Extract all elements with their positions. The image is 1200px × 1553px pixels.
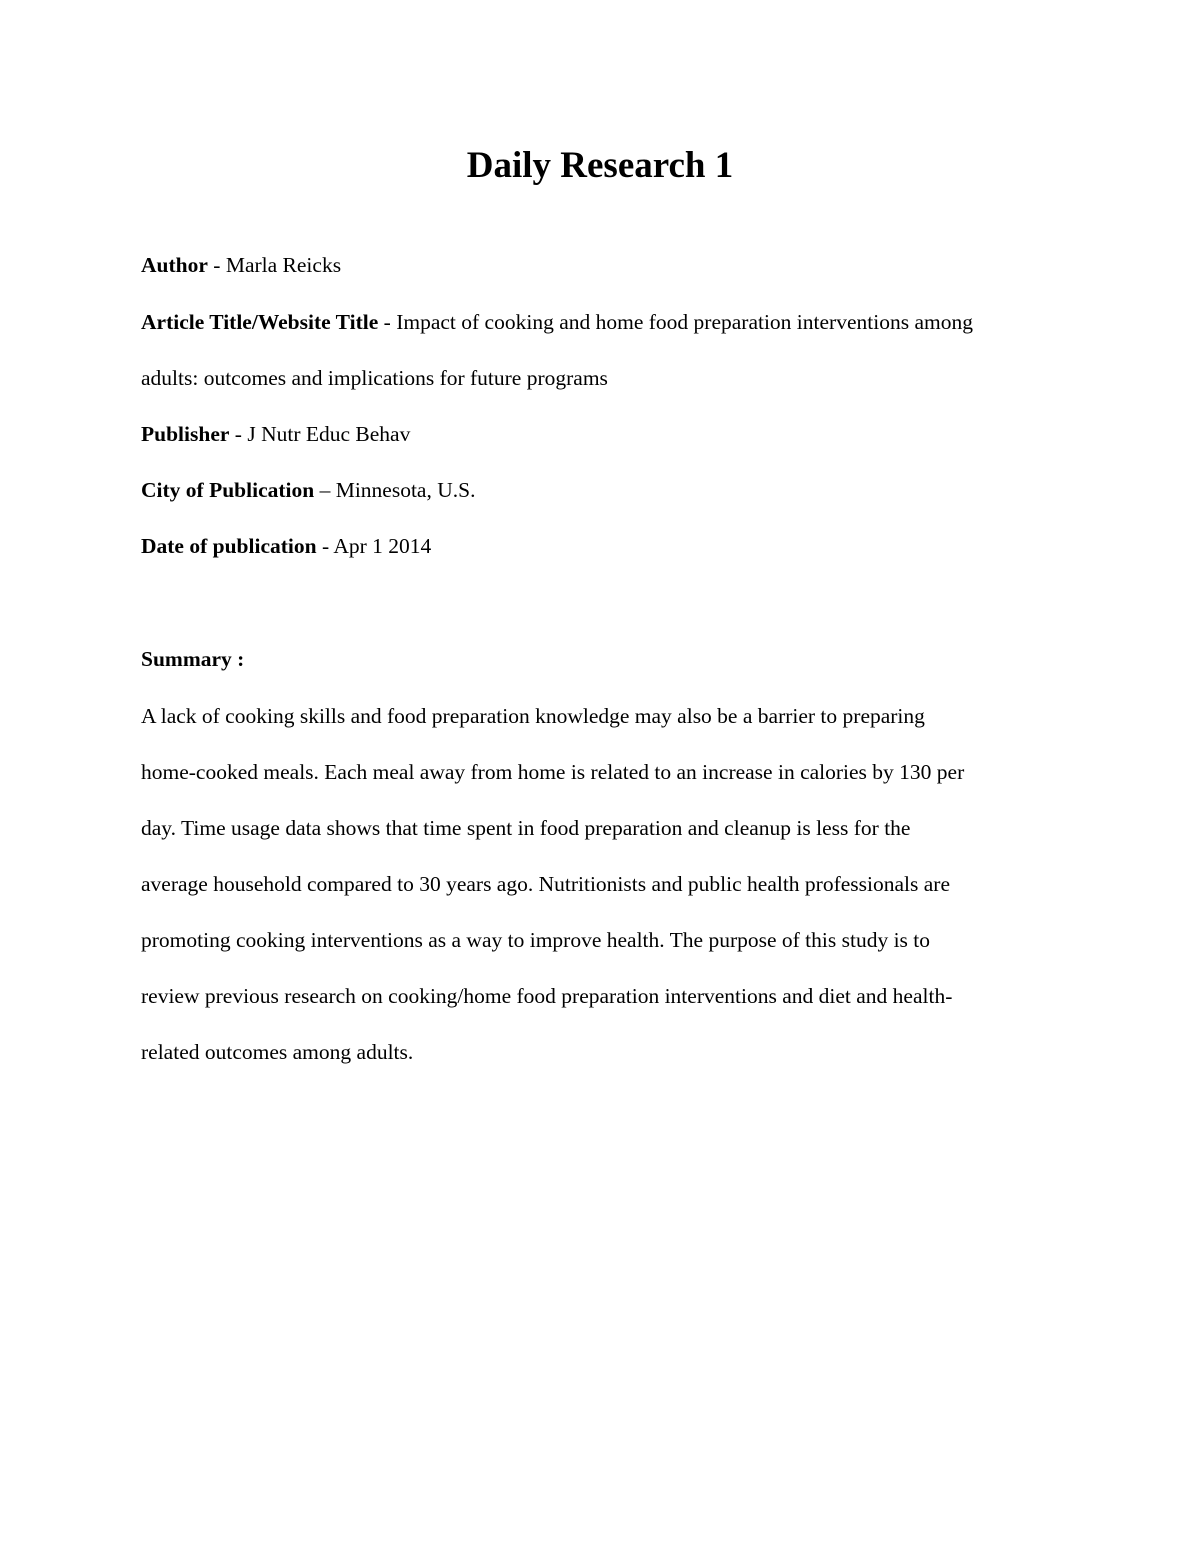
summary-line: promoting cooking interventions as a way to improve health. The purpose of this study is to — [141, 928, 931, 952]
article-title-line — [141, 307, 1081, 337]
summary-line: review previous research on cooking/home food preparation interventions and diet and health- — [141, 984, 953, 1008]
author-separator: - — [207, 253, 226, 277]
city-separator: – — [314, 478, 336, 502]
document-title: Daily Research 1 — [466, 145, 734, 186]
summary-heading: Summary : — [141, 647, 245, 671]
summary-line: related outcomes among adults. — [141, 1040, 414, 1064]
author-value: Marla Reicks — [225, 253, 342, 277]
summary-line: A lack of cooking skills and food preparation knowledge may also be a barrier to preparing — [141, 704, 925, 728]
date-value: Apr 1 2014 — [333, 534, 432, 558]
article-title-label: Article Title/Website Title — [141, 310, 379, 334]
date-line — [141, 531, 1081, 561]
publisher-separator: - — [229, 422, 248, 446]
date-label: Date of publication — [141, 534, 317, 558]
publisher-label: Publisher — [141, 422, 230, 446]
city-line — [141, 475, 1081, 505]
article-title-separator: - — [378, 310, 397, 334]
publisher-line — [141, 419, 1081, 449]
city-value: Minnesota, U.S. — [335, 478, 476, 502]
article-title-continuation — [141, 363, 1081, 393]
summary-line: average household compared to 30 years ago. Nutritionists and public health professionals are — [141, 872, 951, 896]
city-label: City of Publication — [141, 478, 315, 502]
date-separator: - — [316, 534, 334, 558]
summary-line: home-cooked meals. Each meal away from home is related to an increase in calories by 130 per — [141, 760, 965, 784]
article-title-value-line1: Impact of cooking and home food preparation interventions among — [396, 310, 973, 334]
summary-line: day. Time usage data shows that time spent in food preparation and cleanup is less for the — [141, 816, 911, 840]
author-label: Author — [141, 253, 208, 277]
author-line — [141, 250, 1081, 280]
article-title-value-line2: adults: outcomes and implications for future programs — [141, 366, 608, 390]
publisher-value: J Nutr Educ Behav — [247, 422, 411, 446]
